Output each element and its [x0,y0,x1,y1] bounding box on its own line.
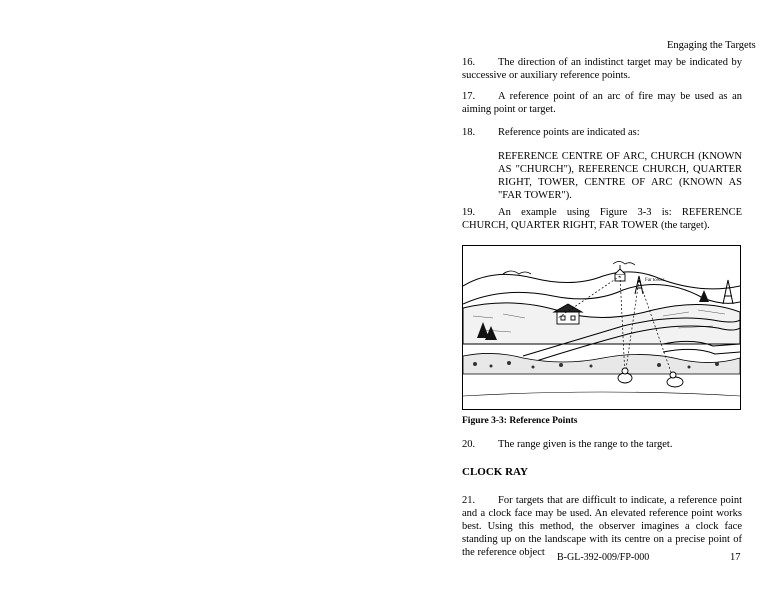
paragraph-text: An example using Figure 3-3 is: REFERENCE CHURCH, QUARTER RIGHT, FAR TOWER (the target). [462,207,742,231]
paragraph-17 [462,90,742,116]
paragraph-text: For targets that are difficult to indicate, a reference point and a clock face may be used. An elevated reference point works best. Using this method, the observer imagines a clock face standing up on the landscape with its centre on a precise point of the reference object [462,495,742,558]
paragraph-number: 21. [462,495,476,506]
page-number: 17 [730,552,741,563]
paragraph-number: 19. [462,207,476,218]
section-heading: CLOCK RAY [462,466,528,478]
figure-caption: Figure 3-3: Reference Points [462,416,578,426]
far-tower-label: Far tower [645,278,665,283]
paragraph-21 [462,494,742,559]
document-page [462,0,756,600]
tower-icon [723,280,733,304]
paragraph-16 [462,56,742,82]
house-icon [554,304,582,324]
paragraph-19 [462,206,742,232]
document-code: B-GL-392-009/FP-000 [557,552,650,563]
paragraph-text: The range given is the range to the target. [498,439,673,450]
paragraph-number: 18. [462,127,476,138]
paragraph-text: Reference points are indicated as: [498,127,640,138]
figure-reference-points [462,245,741,410]
paragraph-20 [462,438,742,451]
running-header: Engaging the Targets [667,40,756,51]
paragraph-text: The direction of an indistinct target may be indicated by successive or auxiliary reference points. [462,57,742,81]
landscape-illustration [463,246,740,409]
paragraph-text: A reference point of an arc of fire may be used as an aiming point or target. [462,91,742,115]
reference-points-quote: REFERENCE CENTRE OF ARC, CHURCH (KNOWN AS "CHURCH"), REFERENCE CHURCH, QUARTER RIGHT, TOWER, CENTRE OF ARC (KNOWN AS "FAR TOWER"). [498,151,742,201]
paragraph-number: 20. [462,439,476,450]
paragraph-number: 17. [462,91,476,102]
paragraph-18 [462,126,742,139]
paragraph-number: 16. [462,57,476,68]
